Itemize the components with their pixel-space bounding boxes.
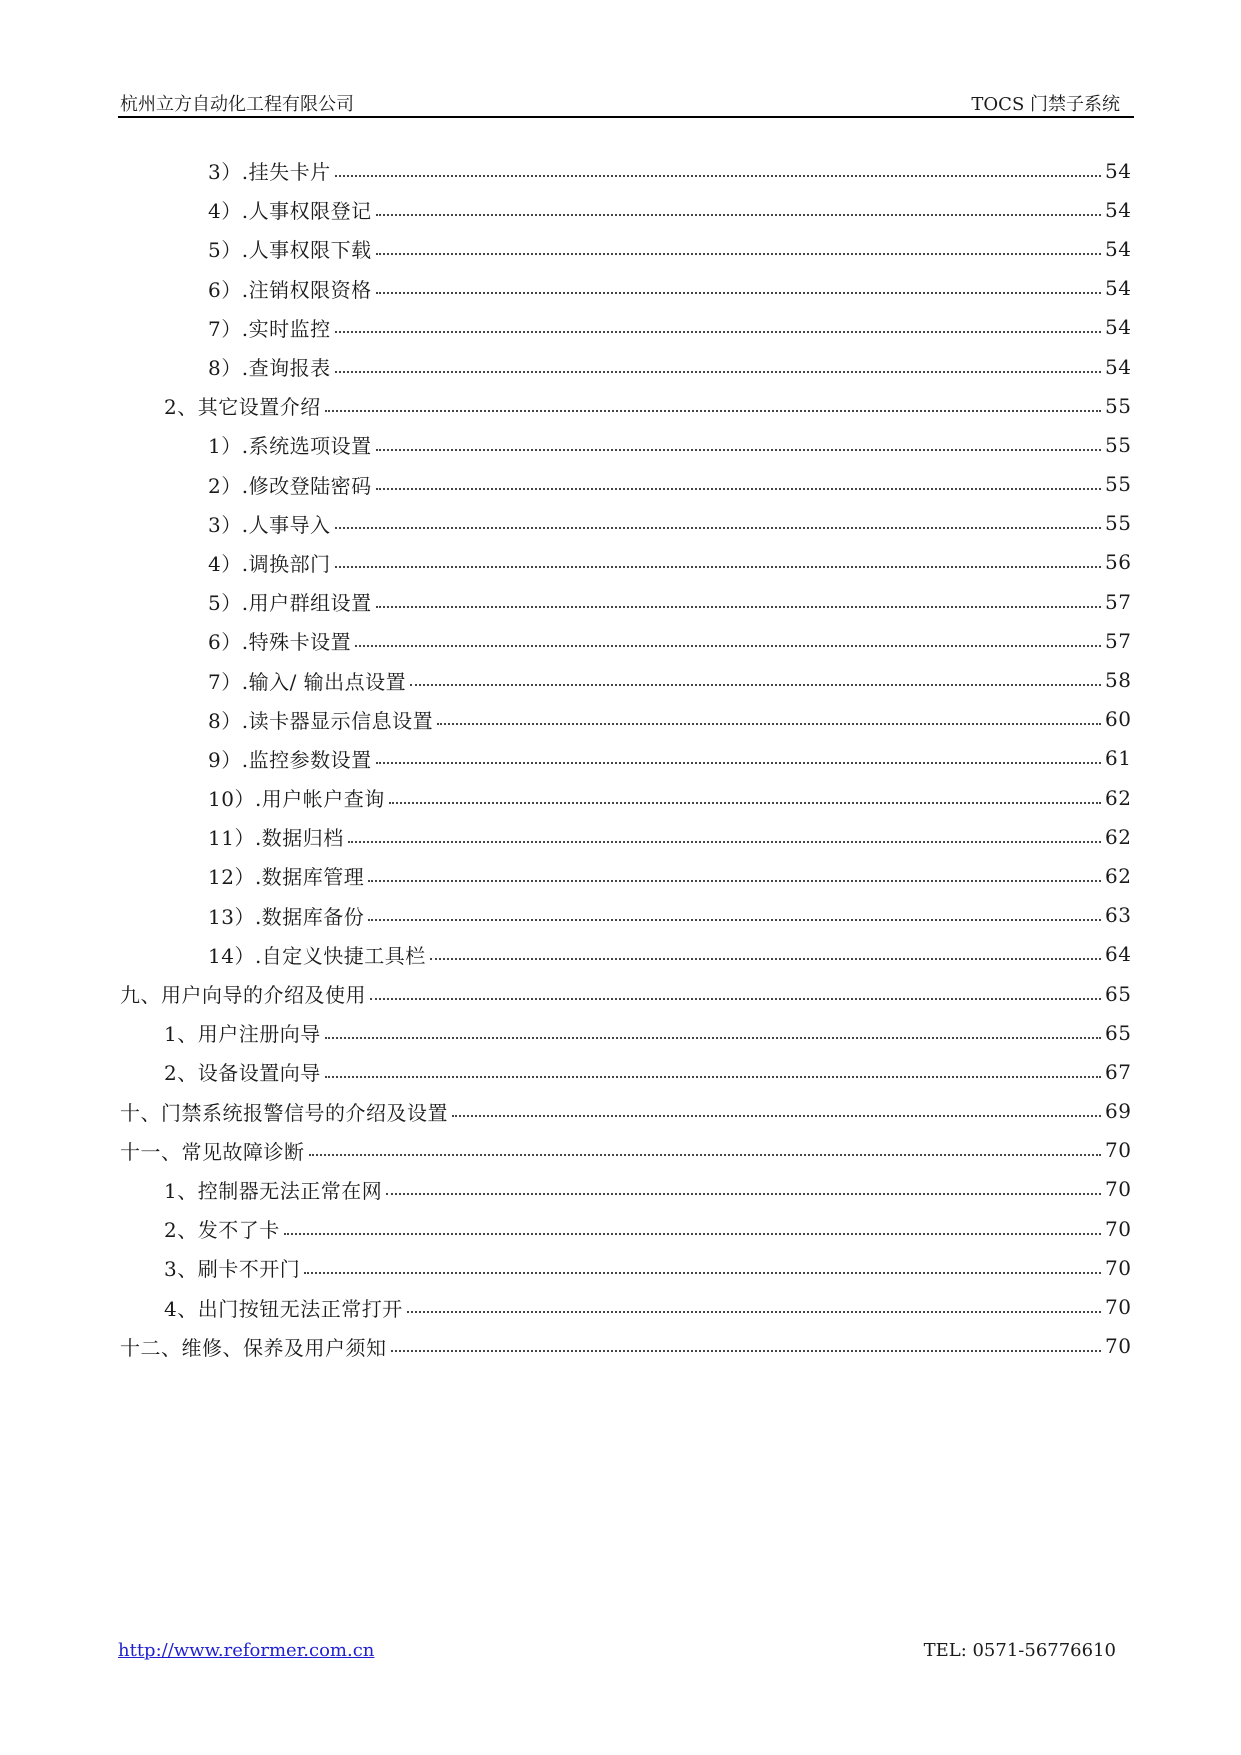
telephone: TEL: 0571-56776610 [923, 1640, 1116, 1661]
page-footer [118, 1640, 1118, 1666]
toc-entry-title: 2、发不了卡 [164, 1218, 280, 1243]
toc-leader-dots [376, 488, 1101, 490]
toc-entry[interactable] [0, 1052, 1241, 1091]
toc-entry-title: 8）.读卡器显示信息设置 [208, 708, 434, 733]
toc-entry-title: 1、用户注册向导 [164, 1022, 321, 1047]
table-of-contents [0, 151, 1241, 1366]
toc-entry[interactable] [0, 151, 1241, 190]
toc-leader-dots [391, 1350, 1102, 1352]
toc-leader-dots [376, 214, 1101, 216]
toc-leader-dots [325, 1076, 1101, 1078]
toc-leader-dots [410, 684, 1101, 686]
toc-page-number: 60 [1105, 707, 1132, 732]
toc-leader-dots [376, 253, 1101, 255]
toc-entry[interactable] [0, 269, 1241, 308]
toc-entry[interactable] [0, 504, 1241, 543]
toc-page-number: 70 [1105, 1138, 1132, 1163]
toc-entry[interactable] [0, 543, 1241, 582]
toc-page-number: 62 [1105, 785, 1132, 810]
toc-leader-dots [335, 331, 1101, 333]
toc-entry-title: 十一、常见故障诊断 [120, 1139, 305, 1164]
toc-entry[interactable] [0, 817, 1241, 856]
toc-leader-dots [335, 566, 1101, 568]
company-name: 杭州立方自动化工程有限公司 [120, 94, 354, 115]
toc-leader-dots [389, 802, 1101, 804]
toc-entry-title: 4）.调换部门 [208, 551, 331, 576]
toc-entry-title: 九、用户向导的介绍及使用 [120, 983, 366, 1008]
toc-leader-dots [452, 1115, 1101, 1117]
toc-entry-title: 3）.挂失卡片 [208, 160, 331, 185]
toc-entry-title: 8）.查询报表 [208, 356, 331, 381]
toc-entry[interactable] [0, 425, 1241, 464]
toc-entry[interactable] [0, 1092, 1241, 1131]
toc-entry[interactable] [0, 308, 1241, 347]
toc-entry-title: 1）.系统选项设置 [208, 434, 372, 459]
toc-entry-title: 7）.实时监控 [208, 316, 331, 341]
toc-leader-dots [309, 1154, 1102, 1156]
toc-entry-title: 13）.数据库备份 [208, 904, 365, 929]
toc-entry[interactable] [0, 1209, 1241, 1248]
toc-leader-dots [386, 1193, 1101, 1195]
toc-leader-dots [335, 527, 1101, 529]
toc-entry-title: 2、其它设置介绍 [164, 395, 321, 420]
toc-entry-title: 14）.自定义快捷工具栏 [208, 943, 426, 968]
toc-page-number: 70 [1105, 1255, 1132, 1280]
toc-entry-title: 4、出门按钮无法正常打开 [164, 1296, 403, 1321]
toc-page-number: 54 [1105, 236, 1132, 261]
toc-entry-title: 3）.人事导入 [208, 512, 331, 537]
toc-entry-title: 十二、维修、保养及用户须知 [120, 1335, 387, 1360]
page-header [118, 86, 1134, 118]
toc-page-number: 63 [1105, 903, 1132, 928]
toc-entry[interactable] [0, 896, 1241, 935]
toc-entry[interactable] [0, 347, 1241, 386]
toc-entry-title: 十、门禁系统报警信号的介绍及设置 [120, 1100, 448, 1125]
toc-entry[interactable] [0, 1131, 1241, 1170]
toc-page-number: 54 [1105, 276, 1132, 301]
product-name: TOCS 门禁子系统 [971, 94, 1120, 115]
toc-page-number: 64 [1105, 942, 1132, 967]
toc-page-number: 62 [1105, 863, 1132, 888]
toc-entry[interactable] [0, 856, 1241, 895]
toc-leader-dots [355, 645, 1101, 647]
toc-entry[interactable] [0, 386, 1241, 425]
toc-entry-title: 4）.人事权限登记 [208, 199, 372, 224]
toc-page-number: 67 [1105, 1059, 1132, 1084]
toc-entry-title: 5）.用户群组设置 [208, 591, 372, 616]
toc-entry[interactable] [0, 935, 1241, 974]
toc-entry-title: 2、设备设置向导 [164, 1061, 321, 1086]
toc-entry-title: 10）.用户帐户查询 [208, 787, 385, 812]
toc-page-number: 55 [1105, 472, 1132, 497]
toc-entry-title: 7）.输入/ 输出点设置 [208, 669, 407, 694]
toc-leader-dots [304, 1272, 1101, 1274]
toc-entry-title: 5）.人事权限下载 [208, 238, 372, 263]
toc-leader-dots [368, 919, 1101, 921]
toc-leader-dots [376, 292, 1101, 294]
toc-entry[interactable] [0, 1013, 1241, 1052]
toc-entry[interactable] [0, 700, 1241, 739]
toc-leader-dots [376, 449, 1101, 451]
toc-leader-dots [430, 958, 1101, 960]
toc-entry[interactable] [0, 1287, 1241, 1326]
toc-entry-title: 6）.特殊卡设置 [208, 630, 352, 655]
toc-entry[interactable] [0, 739, 1241, 778]
toc-leader-dots [368, 880, 1101, 882]
toc-entry[interactable] [0, 660, 1241, 699]
website-link[interactable]: http://www.reformer.com.cn [118, 1640, 375, 1661]
toc-page-number: 70 [1105, 1295, 1132, 1320]
toc-page-number: 65 [1105, 1020, 1132, 1045]
toc-entry[interactable] [0, 190, 1241, 229]
toc-entry-title: 2）.修改登陆密码 [208, 473, 372, 498]
toc-page-number: 55 [1105, 393, 1132, 418]
toc-page-number: 54 [1105, 158, 1132, 183]
toc-page-number: 70 [1105, 1334, 1132, 1359]
toc-entry[interactable] [0, 229, 1241, 268]
toc-leader-dots [370, 998, 1101, 1000]
toc-leader-dots [348, 841, 1101, 843]
toc-entry[interactable] [0, 1248, 1241, 1287]
toc-page-number: 61 [1105, 746, 1132, 771]
toc-page-number: 55 [1105, 432, 1132, 457]
toc-page-number: 58 [1105, 668, 1132, 693]
toc-entry[interactable] [0, 582, 1241, 621]
toc-leader-dots [407, 1311, 1101, 1313]
toc-entry-title: 11）.数据归档 [208, 826, 344, 851]
toc-entry[interactable] [0, 1170, 1241, 1209]
toc-leader-dots [325, 1037, 1101, 1039]
toc-page-number: 54 [1105, 354, 1132, 379]
toc-entry[interactable] [0, 778, 1241, 817]
toc-leader-dots [376, 762, 1101, 764]
toc-entry[interactable] [0, 974, 1241, 1013]
toc-page-number: 56 [1105, 550, 1132, 575]
toc-entry[interactable] [0, 465, 1241, 504]
toc-page-number: 54 [1105, 315, 1132, 340]
toc-entry[interactable] [0, 621, 1241, 660]
toc-page-number: 65 [1105, 981, 1132, 1006]
toc-page-number: 55 [1105, 511, 1132, 536]
toc-page-number: 69 [1105, 1099, 1132, 1124]
toc-page-number: 57 [1105, 628, 1132, 653]
toc-leader-dots [335, 175, 1101, 177]
toc-page-number: 57 [1105, 589, 1132, 614]
toc-entry-title: 3、刷卡不开门 [164, 1257, 301, 1282]
toc-entry-title: 6）.注销权限资格 [208, 277, 372, 302]
toc-leader-dots [335, 371, 1101, 373]
toc-leader-dots [376, 606, 1101, 608]
toc-page-number: 54 [1105, 197, 1132, 222]
toc-leader-dots [284, 1233, 1101, 1235]
toc-page-number: 70 [1105, 1177, 1132, 1202]
toc-entry[interactable] [0, 1327, 1241, 1366]
toc-page-number: 70 [1105, 1216, 1132, 1241]
toc-entry-title: 1、控制器无法正常在网 [164, 1178, 383, 1203]
toc-leader-dots [325, 410, 1101, 412]
toc-leader-dots [437, 723, 1101, 725]
toc-page-number: 62 [1105, 824, 1132, 849]
toc-entry-title: 12）.数据库管理 [208, 865, 365, 890]
toc-entry-title: 9）.监控参数设置 [208, 747, 372, 772]
